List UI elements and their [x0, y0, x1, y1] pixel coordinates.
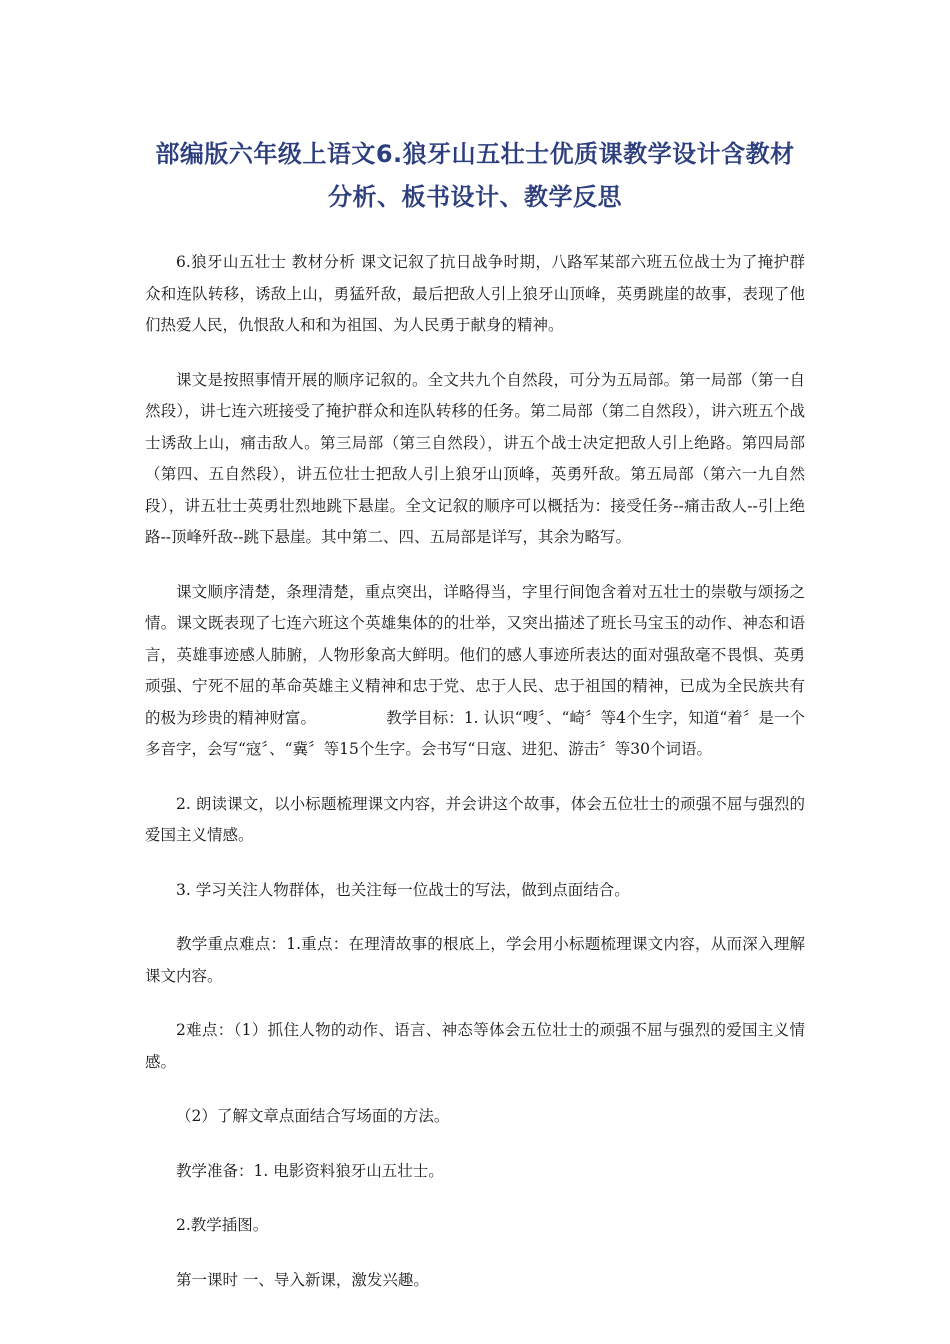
difficult-point-2: （2）了解文章点面结合写场面的方法。: [176, 1107, 450, 1125]
document-title: 部编版六年级上语文6.狼牙山五壮士优质课教学设计含教材分析、板书设计、教学反思: [155, 140, 795, 211]
difficult-point-1: 2难点：（1）抓住人物的动作、语言、神态等体会五位壮士的顽强不屈与强烈的爱国主义情感。: [145, 1021, 805, 1071]
document-body: [145, 247, 805, 1296]
paragraph-summary-text: 课文顺序清楚，条理清楚，重点突出，详略得当，字里行间饱含着对五壮士的崇敬与颂扬之情。课文既表现了七连六班这个英雄集体的的壮举，又突出描述了班长马宝玉的动作、神态和语言，英雄事迹感人肺腑，人物形象高大鲜明。他们的感人事迹所表达的面对强敌毫不畏惧、英勇顽强、宁死不屈的革命英雄主义精神和忠于党、忠于人民、忠于祖国的精神，已成为全民族共有的极为珍贵的精神财富。: [145, 582, 805, 727]
teaching-prep-1: 教学准备：1. 电影资料狼牙山五壮士。: [176, 1161, 444, 1180]
paragraph-textbook-analysis: 6.狼牙山五壮士 教材分析 课文记叙了抗日战争时期，八路军某部六班五位战士为了掩护群众和连队转移，诱敌上山，勇猛歼敌，最后把敌人引上狼牙山顶峰，英勇跳崖的故事，表现了他们热爱人民，仇恨敌人和和为祖国、为人民勇于献身的精神。: [145, 253, 805, 334]
teaching-prep-2: 2.教学插图。: [176, 1216, 269, 1234]
key-point: 教学重点难点：1.重点：在理清故事的根底上，学会用小标题梳理课文内容，从而深入理解课文内容。: [145, 935, 805, 985]
teaching-goal-2: 2. 朗读课文，以小标题梳理课文内容，并会讲这个故事，体会五位壮士的顽强不屈与强烈的爱国主义情感。: [145, 794, 805, 844]
first-lesson: 第一课时 一、导入新课，激发兴趣。: [176, 1270, 429, 1289]
paragraph-summary: [145, 577, 805, 766]
teaching-goal-1: 教学目标：1. 认识“嗖〞、“崎〞等4个生字，知道“着〞是一个多音字，会写“寇〞、“冀〞等15个生字。会书写“日寇、进犯、游击〞等30个词语。: [145, 708, 805, 758]
paragraph-structure: 课文是按照事情开展的顺序记叙的。全文共九个自然段，可分为五局部。第一局部（第一自然段），讲七连六班接受了掩护群众和连队转移的任务。第二局部（第二自然段），讲六班五个战士诱敌上山，痛击敌人。第三局部（第三自然段），讲五个战士决定把敌人引上绝路。第四局部（第四、五自然段），讲五位壮士把敌人引上狼牙山顶峰，英勇歼敌。第五局部（第六一九自然段），讲五壮士英勇壮烈地跳下悬崖。全文记叙的顺序可以概括为：接受任务--痛击敌人--引上绝路--顶峰歼敌--跳下悬崖。其中第二、四、五局部是详写，其余为略写。: [145, 370, 805, 546]
teaching-goal-3: 3. 学习关注人物群体，也关注每一位战士的写法，做到点面结合。: [176, 880, 630, 899]
